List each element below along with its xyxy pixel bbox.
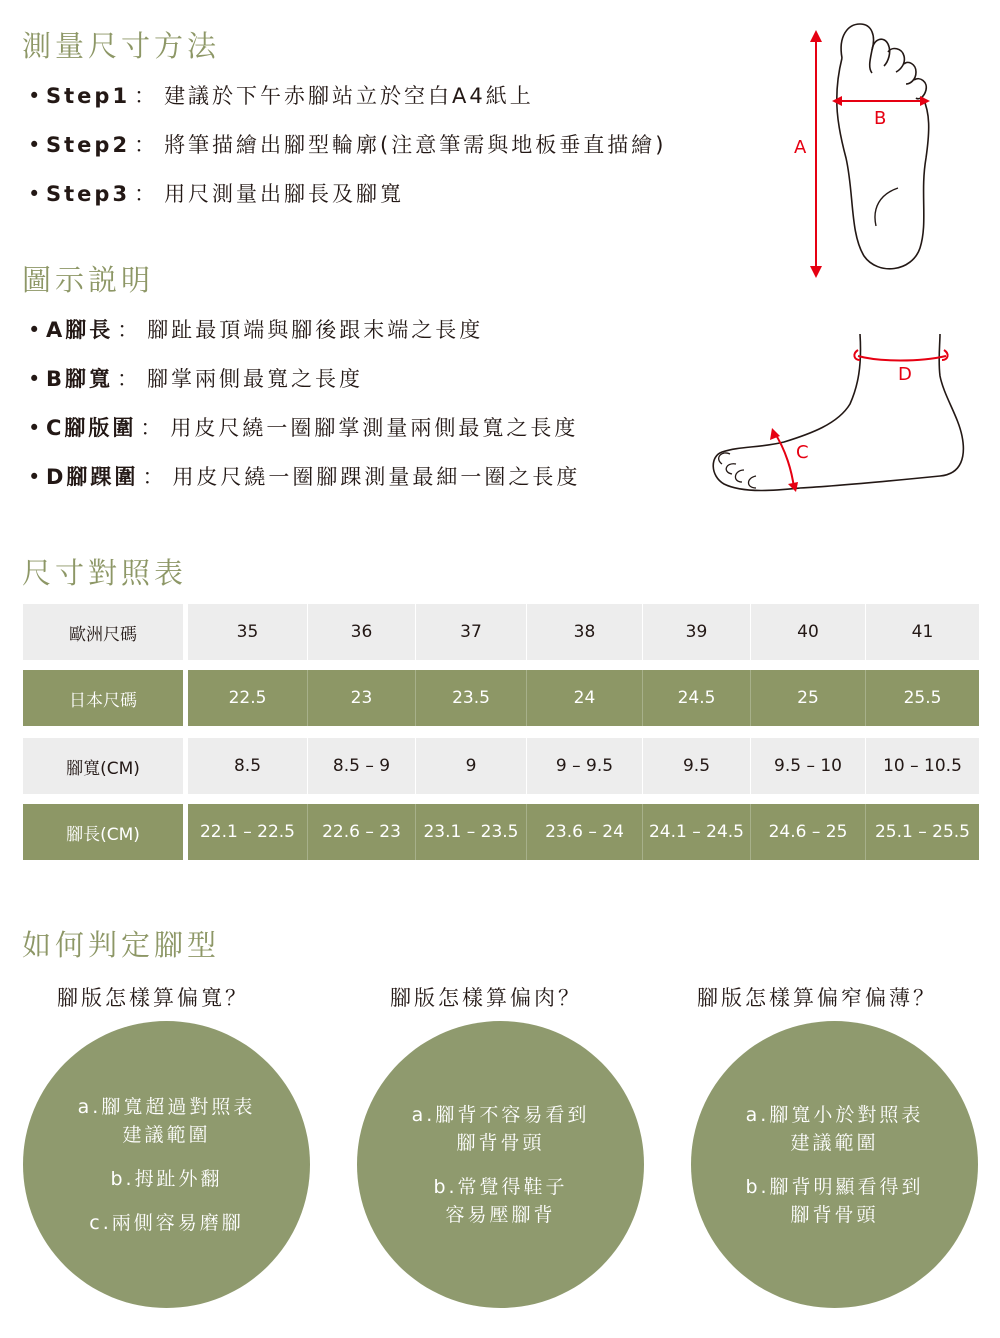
size-table-cell: 24	[526, 670, 642, 726]
size-table-cell: 23.1 – 23.5	[415, 804, 526, 860]
size-table-cell: 37	[415, 604, 526, 660]
legend-item: • D腳踝圍 ： 用皮尺繞一圈腳踝測量最細一圈之長度	[28, 465, 581, 489]
legend-item: • B腳寬 ： 腳掌兩側最寬之長度	[28, 367, 364, 391]
foot-type-circle-narrow	[691, 1021, 978, 1308]
size-table-cell: 24.5	[642, 670, 750, 726]
foot-type-criterion: b.拇趾外翻	[110, 1167, 223, 1190]
legend-items	[28, 316, 580, 512]
size-table-cell: 24.1 – 24.5	[642, 804, 750, 860]
row-header: 腳長(CM)	[23, 804, 183, 860]
arrow-head	[788, 482, 798, 492]
size-table-cell: 10 – 10.5	[865, 738, 979, 794]
arch-line	[875, 188, 898, 226]
size-table-cell: 9	[415, 738, 526, 794]
size-table-cell: 22.5	[188, 670, 307, 726]
foot-type-question: 腳版怎樣算偏窄偏薄？	[697, 986, 937, 1010]
size-chart-title: 尺寸對照表	[22, 556, 188, 590]
arrow-head	[810, 30, 822, 42]
foot-type-question: 腳版怎樣算偏肉？	[390, 986, 582, 1010]
foot-type-criterion: a.腳寬小於對照表 建議範圍	[745, 1103, 924, 1154]
size-table-cell: 24.6 – 25	[750, 804, 865, 860]
foot-type-criterion: b.常覺得鞋子 容易壓腳背	[433, 1175, 568, 1226]
foot-type-criterion: a.腳寬超過對照表 建議範圍	[77, 1095, 256, 1146]
foot-type-circle-wide	[23, 1021, 310, 1308]
foot-types-title: 如何判定腳型	[22, 928, 221, 962]
foot-sole-diagram	[780, 18, 980, 280]
size-table-cell: 8.5	[188, 738, 307, 794]
size-table-cell: 23	[307, 670, 415, 726]
size-table-cell: 40	[750, 604, 865, 660]
step-item: • Step2 ： 將筆描繪出腳型輪廓(注意筆需與地板垂直描繪)	[28, 133, 667, 157]
toe-outline	[914, 79, 926, 99]
sole-outline	[837, 58, 929, 269]
size-table-cell: 39	[642, 604, 750, 660]
label-b: B	[874, 108, 887, 129]
size-table-cell: 22.6 – 23	[307, 804, 415, 860]
size-table-cell: 23.6 – 24	[526, 804, 642, 860]
ankle-loop	[858, 356, 946, 361]
size-table-cell: 36	[307, 604, 415, 660]
size-table-row	[23, 670, 979, 726]
size-table-cell: 38	[526, 604, 642, 660]
size-table-cell: 25.1 – 25.5	[865, 804, 979, 860]
toe-outline	[749, 476, 757, 488]
size-table-cell: 23.5	[415, 670, 526, 726]
size-table-row	[23, 804, 979, 860]
foot-type-criterion: b.腳背明顯看得到 腳背骨頭	[745, 1175, 924, 1226]
size-table-cell: 8.5 – 9	[307, 738, 415, 794]
legend-title: 圖示説明	[22, 263, 155, 297]
measure-title: 測量尺寸方法	[22, 29, 221, 63]
toe-outline	[726, 464, 736, 474]
step-item: • Step1 ： 建議於下午赤腳站立於空白A4紙上	[28, 84, 534, 108]
arrow-head	[810, 266, 822, 278]
toe-outline	[872, 39, 890, 66]
row-header: 腳寬(CM)	[23, 738, 183, 794]
size-table-cell: 41	[865, 604, 979, 660]
size-table-cell: 25.5	[865, 670, 979, 726]
foot-type-criterion: a.腳背不容易看到 腳背骨頭	[411, 1103, 590, 1154]
legend-item: • C腳版圍 ： 用皮尺繞一圈腳掌測量兩側最寬之長度	[28, 416, 579, 440]
step-item: • Step3 ： 用尺測量出腳長及腳寬	[28, 182, 405, 206]
size-table-cell: 35	[188, 604, 307, 660]
toe-outline	[841, 24, 873, 73]
label-d: D	[898, 364, 912, 385]
foot-outline	[713, 334, 963, 491]
toe-outline	[719, 453, 730, 464]
size-table-cell: 9.5	[642, 738, 750, 794]
foot-type-criterion: c.兩側容易磨腳	[89, 1211, 244, 1234]
ankle-loop	[854, 350, 860, 360]
size-table-cell: 9.5 – 10	[750, 738, 865, 794]
size-table-cell: 9 – 9.5	[526, 738, 642, 794]
size-table-cell: 22.1 – 22.5	[188, 804, 307, 860]
label-c: C	[796, 442, 809, 463]
size-table-cell: 25	[750, 670, 865, 726]
foot-side-diagram	[700, 326, 980, 502]
foot-type-question: 腳版怎樣算偏寬？	[57, 986, 249, 1010]
ankle-loop	[942, 350, 948, 360]
label-a: A	[794, 137, 807, 158]
toe-outline	[735, 470, 744, 482]
row-header: 日本尺碼	[23, 670, 183, 726]
size-table-row	[23, 604, 979, 660]
row-header: 歐洲尺碼	[23, 604, 183, 660]
legend-item: • A腳長 ： 腳趾最頂端與腳後跟末端之長度	[28, 318, 484, 342]
toe-outline	[904, 62, 916, 84]
foot-type-circle-thick	[357, 1021, 644, 1308]
size-table-row	[23, 738, 979, 794]
measure-steps	[28, 82, 666, 229]
